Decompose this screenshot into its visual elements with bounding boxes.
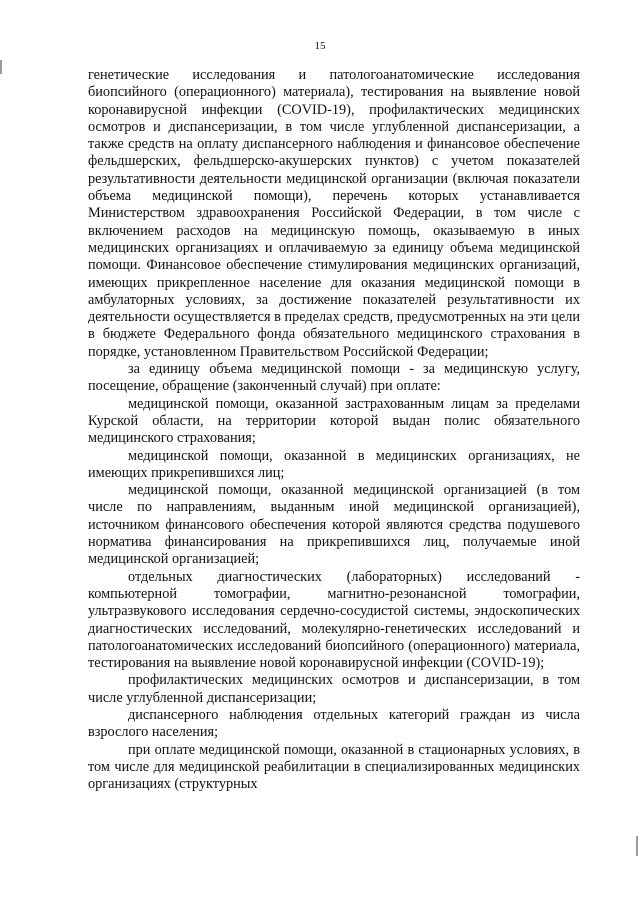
document-body [88,67,580,793]
paragraph-6: отдельных диагностических (лабораторных) исследований - компьютерной томографии, магнитно-резонансной томографии, ультразвукового исследования сердечно-сосудистой системы, эндоскопических диагностических исследований, молекулярно-генетических исследований и патологоанатомических исследований биопсийного (операционного) материала, тестирования на выявление новой коронавирусной инфекции (COVID-19); [88,568,580,672]
paragraph-2: за единицу объема медицинской помощи - за медицинскую услугу, посещение, обращение (законченный случай) при оплате: [88,361,580,395]
paragraph-3: медицинской помощи, оказанной застрахованным лицам за пределами Курской области, на территории которой выдан полис обязательного медицинского страхования; [88,395,580,447]
right-edge-mark [636,836,638,856]
paragraph-1: генетические исследования и патологоанатомические исследования биопсийного (операционного) материала), тестирования на выявление новой коронавирусной инфекции (COVID-19), профилактических медицинских осмотров и диспансеризации, в том числе углубленной диспансеризации, а также средств на оплату диспансерного наблюдения и финансовое обеспечение фельдшерских, фельдшерско-акушерских пунктов) с учетом показателей результативности деятельности медицинской организации (включая показатели объема медицинской помощи), перечень которых устанавливается Министерством здравоохранения Российской Федерации, в том числе с включением расходов на медицинскую помощь, оказываемую в иных медицинских организациях и оплачиваемую за единицу объема медицинской помощи. Финансовое обеспечение стимулирования медицинских организаций, имеющих прикрепленное население для оказания медицинской помощи в амбулаторных условиях, за достижение показателей результативности их деятельности осуществляется в пределах средств, предусмотренных на эти цели в бюджете Федерального фонда обязательного медицинского страхования в порядке, установленном Правительством Российской Федерации; [88,67,580,360]
paragraph-9: при оплате медицинской помощи, оказанной в стационарных условиях, в том числе для медицинской реабилитации в специализированных медицинских организациях (структурных [88,741,580,793]
left-edge-mark [0,60,2,74]
page-number: 15 [314,40,326,52]
paragraph-5: медицинской помощи, оказанной медицинской организацией (в том числе по направлениям, выданным иной медицинской организацией), источником финансового обеспечения которой являются средства подушевого норматива финансирования на прикрепившихся лиц, получаемые иной медицинской организацией; [88,482,580,568]
paragraph-4: медицинской помощи, оказанной в медицинских организациях, не имеющих прикрепившихся лиц; [88,447,580,481]
paragraph-7: профилактических медицинских осмотров и диспансеризации, в том числе углубленной диспансеризации; [88,672,580,706]
paragraph-8: диспансерного наблюдения отдельных категорий граждан из числа взрослого населения; [88,706,580,741]
